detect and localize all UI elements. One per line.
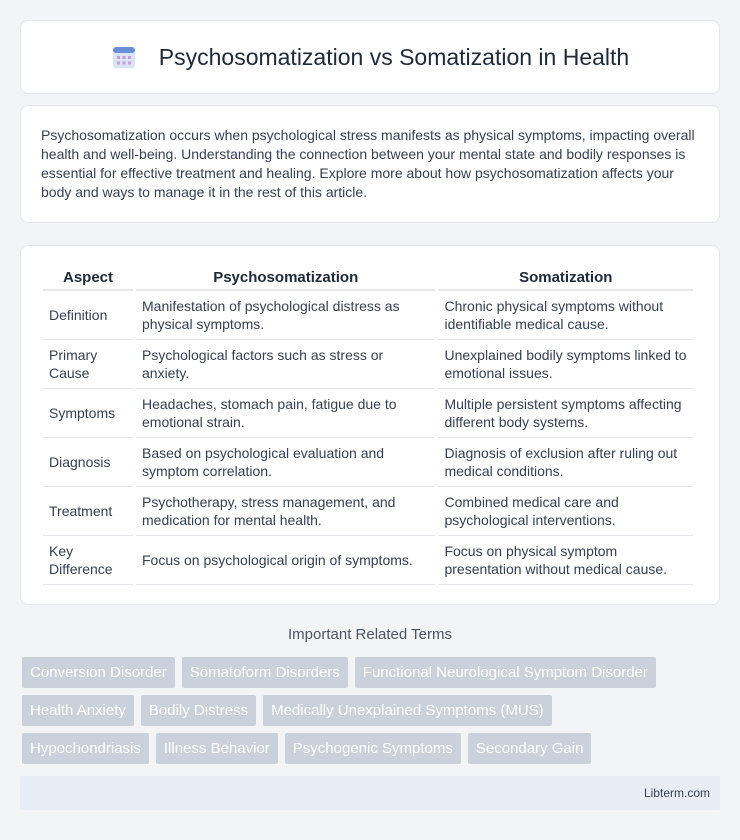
- row-somatization: Focus on physical symptom presentation without medical cause.: [438, 536, 693, 585]
- row-psychosomatization: Psychological factors such as stress or anxiety.: [136, 340, 435, 389]
- row-aspect: Key Difference: [43, 536, 133, 585]
- tag-medically-unexplained-symptoms[interactable]: Medically Unexplained Symptoms (MUS): [263, 695, 552, 726]
- tag-health-anxiety[interactable]: Health Anxiety: [22, 695, 134, 726]
- comparison-table-card: [20, 245, 720, 605]
- tag-row: [22, 733, 722, 764]
- tag-somatoform-disorders[interactable]: Somatoform Disorders: [182, 657, 348, 688]
- tag-psychogenic-symptoms[interactable]: Psychogenic Symptoms: [285, 733, 461, 764]
- row-aspect: Symptoms: [43, 389, 133, 438]
- related-terms-list: [22, 657, 722, 771]
- row-somatization: Chronic physical symptoms without identifiable medical cause.: [438, 291, 693, 340]
- row-aspect: Treatment: [43, 487, 133, 536]
- tag-functional-neurological-symptom-disorder[interactable]: Functional Neurological Symptom Disorder: [355, 657, 656, 688]
- row-somatization: Combined medical care and psychological interventions.: [438, 487, 693, 536]
- table-row: [43, 340, 693, 389]
- tag-row: [22, 657, 722, 688]
- footer: [20, 776, 720, 810]
- table-row: [43, 487, 693, 536]
- table-row: [43, 389, 693, 438]
- footer-link[interactable]: Libterm.com: [643, 786, 710, 800]
- row-somatization: Unexplained bodily symptoms linked to emotional issues.: [438, 340, 693, 389]
- header-psychosomatization: Psychosomatization: [136, 266, 435, 291]
- intro-card: [20, 105, 720, 223]
- comparison-table: [40, 266, 696, 585]
- row-psychosomatization: Headaches, stomach pain, fatigue due to emotional strain.: [136, 389, 435, 438]
- header-somatization: Somatization: [438, 266, 693, 291]
- row-psychosomatization: Manifestation of psychological distress as physical symptoms.: [136, 291, 435, 340]
- table-row: [43, 438, 693, 487]
- row-aspect: Primary Cause: [43, 340, 133, 389]
- header-card: [20, 20, 720, 94]
- tag-row: [22, 695, 722, 726]
- calendar-grid-icon: [111, 44, 137, 70]
- table-row: [43, 536, 693, 585]
- intro-text: Psychosomatization occurs when psychological stress manifests as physical symptoms, impacting overall health and well-being. Understanding the connection between your mental state and bodily responses is essential for effective treatment and healing. Explore more about how psychosomatization affects your body and ways to manage it in the rest of this article.: [41, 127, 695, 200]
- tag-conversion-disorder[interactable]: Conversion Disorder: [22, 657, 175, 688]
- row-psychosomatization: Focus on psychological origin of symptoms.: [136, 536, 435, 585]
- tag-bodily-distress[interactable]: Bodily Distress: [141, 695, 256, 726]
- page-title: Psychosomatization vs Somatization in Health: [158, 43, 630, 70]
- related-terms-title: Important Related Terms: [288, 626, 452, 643]
- row-somatization: Multiple persistent symptoms affecting different body systems.: [438, 389, 693, 438]
- table-header-row: [43, 266, 693, 291]
- tag-hypochondriasis[interactable]: Hypochondriasis: [22, 733, 149, 764]
- tag-secondary-gain[interactable]: Secondary Gain: [468, 733, 592, 764]
- tag-illness-behavior[interactable]: Illness Behavior: [156, 733, 278, 764]
- row-aspect: Diagnosis: [43, 438, 133, 487]
- row-somatization: Diagnosis of exclusion after ruling out medical conditions.: [438, 438, 693, 487]
- row-psychosomatization: Based on psychological evaluation and symptom correlation.: [136, 438, 435, 487]
- row-aspect: Definition: [43, 291, 133, 340]
- header-aspect: Aspect: [43, 266, 133, 291]
- row-psychosomatization: Psychotherapy, stress management, and medication for mental health.: [136, 487, 435, 536]
- table-row: [43, 291, 693, 340]
